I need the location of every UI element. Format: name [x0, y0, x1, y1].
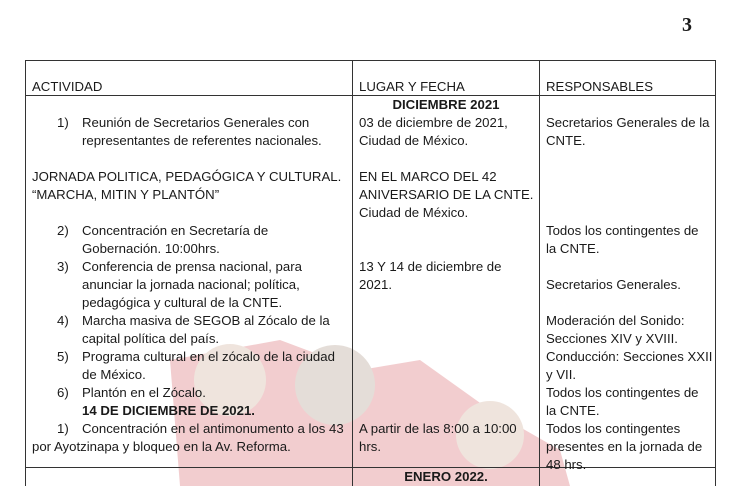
item-number: 2) — [57, 223, 69, 238]
activity-text: Reunión de Secretarios Generales con — [82, 115, 310, 130]
activity-text: Concentración en Secretaría de — [82, 223, 269, 238]
activity-text: Programa cultural en el zócalo de la ciudad — [82, 349, 335, 364]
item-number: 5) — [57, 349, 69, 364]
activity-text: capital política del país. — [82, 331, 220, 346]
activity-text: Marcha masiva de SEGOB al Zócalo de la — [82, 313, 330, 328]
item-number: 6) — [57, 385, 69, 400]
responsables-text: Moderación del Sonido: — [546, 313, 685, 328]
jornada-title: JORNADA POLITICA, PEDAGÓGICA Y CULTURAL. — [32, 169, 342, 184]
table-column-divider-1 — [352, 60, 353, 486]
lugar-fecha-text: A partir de las 8:00 a 10:00 — [359, 421, 517, 436]
item-number: 4) — [57, 313, 69, 328]
activity-text: Concentración en el antimonumento a los 43 — [82, 421, 344, 436]
lugar-fecha-text: 2021. — [359, 277, 393, 292]
table-border-left — [25, 60, 26, 486]
page-number: 3 — [682, 14, 692, 36]
table-column-divider-2 — [539, 60, 540, 486]
responsables-text: presentes en la jornada de — [546, 439, 703, 454]
activity-text: Conferencia de prensa nacional, para — [82, 259, 302, 274]
responsables-text: Secretarios Generales. — [546, 277, 681, 292]
activity-text: anunciar la jornada nacional; política, — [82, 277, 300, 292]
header-responsables: RESPONSABLES — [546, 79, 654, 94]
activity-text: por Ayotzinapa y bloqueo en la Av. Reforma. — [32, 439, 291, 454]
responsables-text: Todos los contingentes de — [546, 385, 699, 400]
month-heading-diciembre: DICIEMBRE 2021 — [392, 97, 500, 112]
activity-text: Plantón en el Zócalo. — [82, 385, 206, 400]
item-number: 1) — [57, 115, 69, 130]
responsables-text: Todos los contingentes — [546, 421, 681, 436]
month-heading-enero: ENERO 2022. — [404, 469, 488, 484]
lugar-fecha-text: EN EL MARCO DEL 42 — [359, 169, 497, 184]
lugar-fecha-text: Ciudad de México. — [359, 133, 469, 148]
activity-text: representantes de referentes nacionales. — [82, 133, 322, 148]
lugar-fecha-text: 13 Y 14 de diciembre de — [359, 259, 502, 274]
lugar-fecha-text: hrs. — [359, 439, 381, 454]
responsables-text: Secretarios Generales de la — [546, 115, 710, 130]
activity-text: de México. — [82, 367, 146, 382]
responsables-text: Secciones XIV y XVIII. — [546, 331, 678, 346]
header-lugar-fecha: LUGAR Y FECHA — [359, 79, 465, 94]
lugar-fecha-text: 03 de diciembre de 2021, — [359, 115, 508, 130]
lugar-fecha-text: Ciudad de México. — [359, 205, 469, 220]
item-number: 3) — [57, 259, 69, 274]
responsables-text: CNTE. — [546, 133, 586, 148]
activity-text: pedagógica y cultural de la CNTE. — [82, 295, 283, 310]
responsables-text: Conducción: Secciones XXII — [546, 349, 713, 364]
lugar-fecha-text: ANIVERSARIO DE LA CNTE. — [359, 187, 534, 202]
date-subheading: 14 DE DICIEMBRE DE 2021. — [82, 403, 255, 418]
responsables-text: la CNTE. — [546, 403, 600, 418]
table-border-top — [25, 60, 716, 61]
table-border-right — [715, 60, 716, 486]
item-number: 1) — [57, 421, 69, 436]
responsables-text: y VII. — [546, 367, 577, 382]
responsables-text: 48 hrs. — [546, 457, 587, 472]
responsables-text: Todos los contingentes de — [546, 223, 699, 238]
jornada-subtitle: “MARCHA, MITIN Y PLANTÓN” — [32, 187, 220, 202]
header-actividad: ACTIVIDAD — [32, 79, 103, 94]
responsables-text: la CNTE. — [546, 241, 600, 256]
activity-text: Gobernación. 10:00hrs. — [82, 241, 220, 256]
